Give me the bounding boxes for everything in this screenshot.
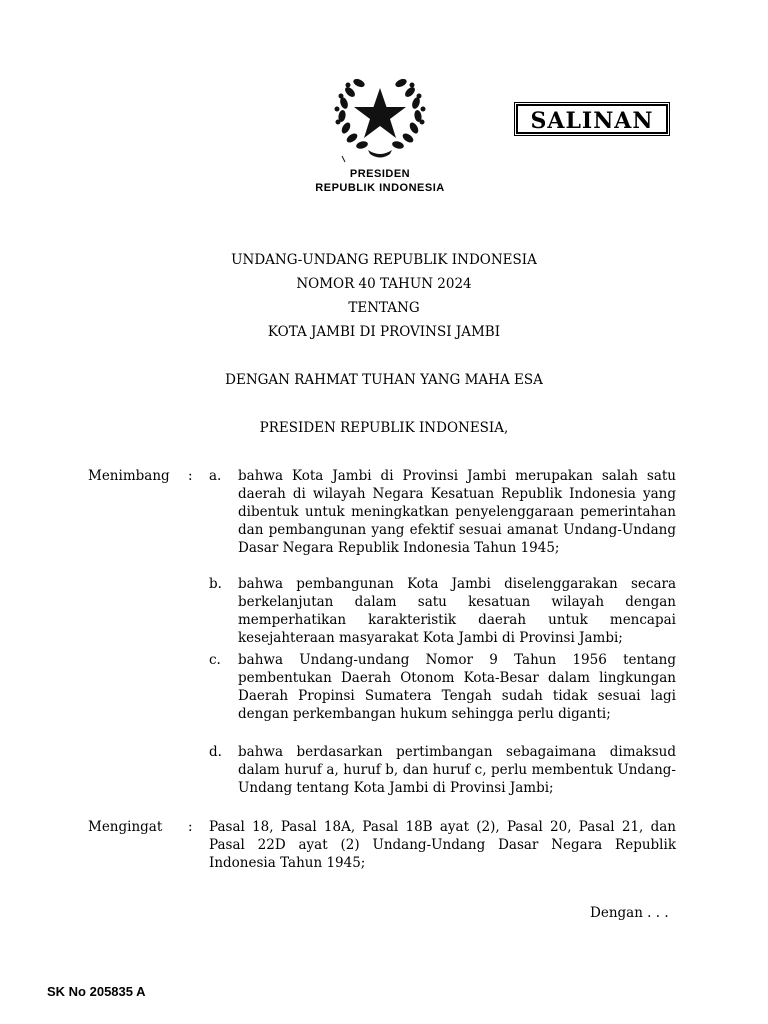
serial-number: SK No 205835 A bbox=[47, 984, 146, 999]
issuer-line: PRESIDEN REPUBLIK INDONESIA, bbox=[259, 420, 509, 436]
emblem-caption-line1: PRESIDEN bbox=[349, 168, 411, 180]
menimbang-item-c: bahwa Undang-undang Nomor 9 Tahun 1956 tentang pembentukan Daerah Otonom Kota-Besar dalam lingkungan Daerah Propinsi Sumatera Tengah sudah tidak sesuai lagi dengan perkembangan hukum sehingga perlu diganti; bbox=[238, 652, 676, 722]
menimbang-letter-c: c. bbox=[209, 652, 221, 668]
menimbang-letter-a: a. bbox=[209, 468, 222, 484]
menimbang-item-a: bahwa Kota Jambi di Provinsi Jambi merupakan salah satu daerah di wilayah Negara Kesatuan Republik Indonesia yang dibentuk untuk meningkatkan penyelenggaraan pemerintahan dan pembangunan yang efektif sesuai amanat Undang-Undang Dasar Negara Republik Indonesia Tahun 1945; bbox=[238, 468, 676, 556]
menimbang-letter-b: b. bbox=[209, 576, 222, 592]
mengingat-text: Pasal 18, Pasal 18A, Pasal 18B ayat (2), Pasal 20, Pasal 21, dan Pasal 22D ayat (2) Undang-Undang Dasar Negara Republik Indonesia Tahun 1945; bbox=[209, 819, 676, 871]
blessing-line: DENGAN RAHMAT TUHAN YANG MAHA ESA bbox=[225, 372, 543, 388]
salinan-stamp: SALINAN bbox=[516, 104, 668, 134]
title-line-3: TENTANG bbox=[348, 300, 420, 316]
menimbang-item-b: bahwa pembangunan Kota Jambi diselenggarakan secara berkelanjutan dalam satu kesatuan wilayah dengan memperhatikan karakteristik daerah untuk mencapai kesejahteraan masyarakat Kota Jambi di Provinsi Jambi; bbox=[238, 576, 676, 646]
menimbang-label: Menimbang bbox=[88, 468, 170, 484]
continuation-marker: Dengan . . . bbox=[590, 905, 669, 921]
title-line-2: NOMOR 40 TAHUN 2024 bbox=[296, 276, 472, 292]
mengingat-label: Mengingat bbox=[88, 819, 163, 835]
title-line-1: UNDANG-UNDANG REPUBLIK INDONESIA bbox=[231, 252, 537, 268]
emblem-caption-line2: REPUBLIK INDONESIA bbox=[315, 182, 445, 194]
menimbang-letter-d: d. bbox=[209, 744, 222, 760]
menimbang-item-d: bahwa berdasarkan pertimbangan sebagaimana dimaksud dalam huruf a, huruf b, dan huruf c, perlu membentuk Undang-Undang tentang Kota Jambi di Provinsi Jambi; bbox=[238, 744, 676, 796]
menimbang-colon: : bbox=[188, 468, 193, 484]
mengingat-colon: : bbox=[188, 819, 193, 835]
title-line-4: KOTA JAMBI DI PROVINSI JAMBI bbox=[267, 324, 501, 340]
garuda-star-emblem-icon bbox=[328, 66, 432, 166]
